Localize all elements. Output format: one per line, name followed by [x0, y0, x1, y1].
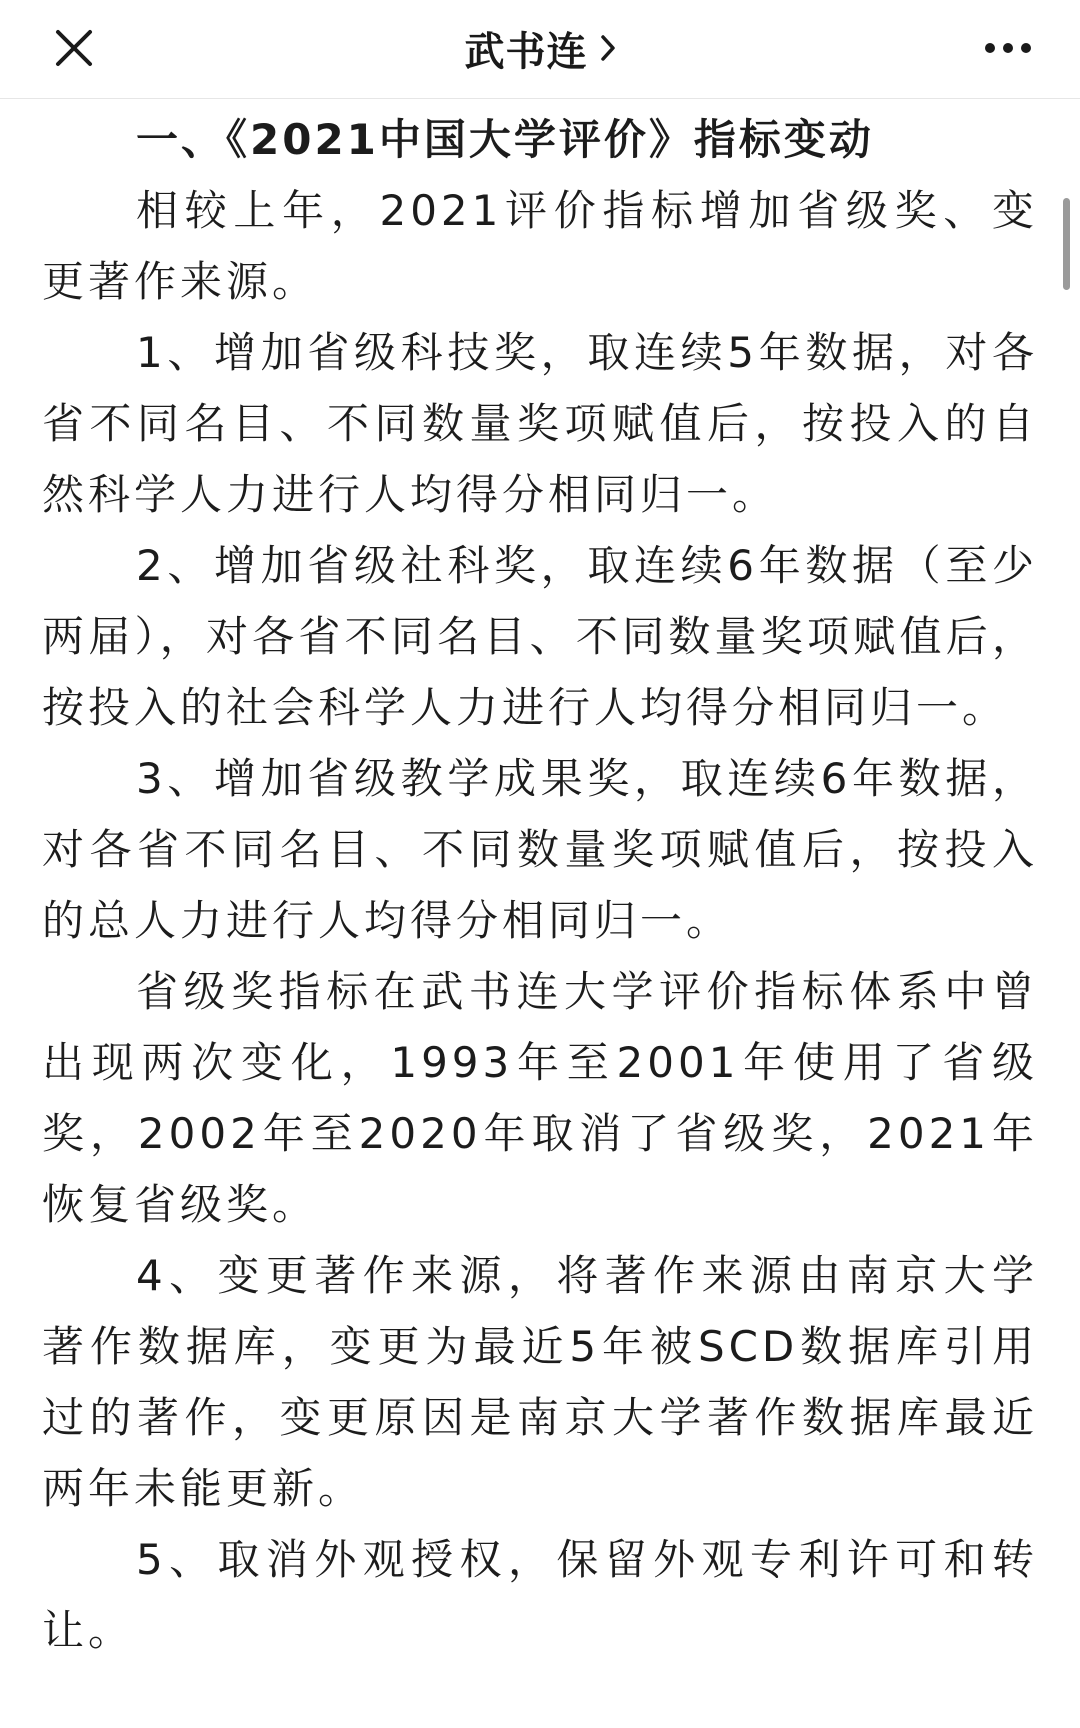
more-icon	[984, 42, 1032, 54]
paragraph-item-3: 3、增加省级教学成果奖，取连续6年数据，对各省不同名目、不同数量奖项赋值后，按投入的总人力进行人均得分相同归一。	[42, 754, 1038, 945]
scrollbar-thumb[interactable]	[1063, 198, 1070, 290]
paragraph-note: 省级奖指标在武书连大学评价指标体系中曾出现两次变化，1993年至2001年使用了省级奖，2002年至2020年取消了省级奖，2021年恢复省级奖。	[42, 967, 1038, 1229]
close-button[interactable]	[46, 20, 102, 76]
paragraph-item-4: 4、变更著作来源，将著作来源由南京大学著作数据库，变更为最近5年被SCD数据库引用过的著作，变更原因是南京大学著作数据库最近两年未能更新。	[42, 1251, 1038, 1513]
paragraph-item-1: 1、增加省级科技奖，取连续5年数据，对各省不同名目、不同数量奖项赋值后，按投入的自然科学人力进行人均得分相同归一。	[42, 328, 1038, 519]
account-title-link[interactable]	[300, 0, 780, 96]
section-heading: 一、《2021中国大学评价》指标变动	[136, 115, 874, 164]
chevron-right-icon	[600, 34, 616, 62]
close-icon	[54, 28, 94, 68]
paragraph-item-2: 2、增加省级社科奖，取连续6年数据（至少两届），对各省不同名目、不同数量奖项赋值后，按投入的社会科学人力进行人均得分相同归一。	[42, 541, 1038, 732]
page-title: 武书连	[464, 28, 588, 75]
paragraph-intro: 相较上年，2021评价指标增加省级奖、变更著作来源。	[42, 186, 1038, 306]
article-body	[42, 104, 1038, 1666]
top-nav-bar	[0, 0, 1080, 99]
paragraph-item-5: 5、取消外观授权，保留外观专利许可和转让。	[42, 1535, 1038, 1655]
more-options-button[interactable]	[976, 24, 1040, 72]
